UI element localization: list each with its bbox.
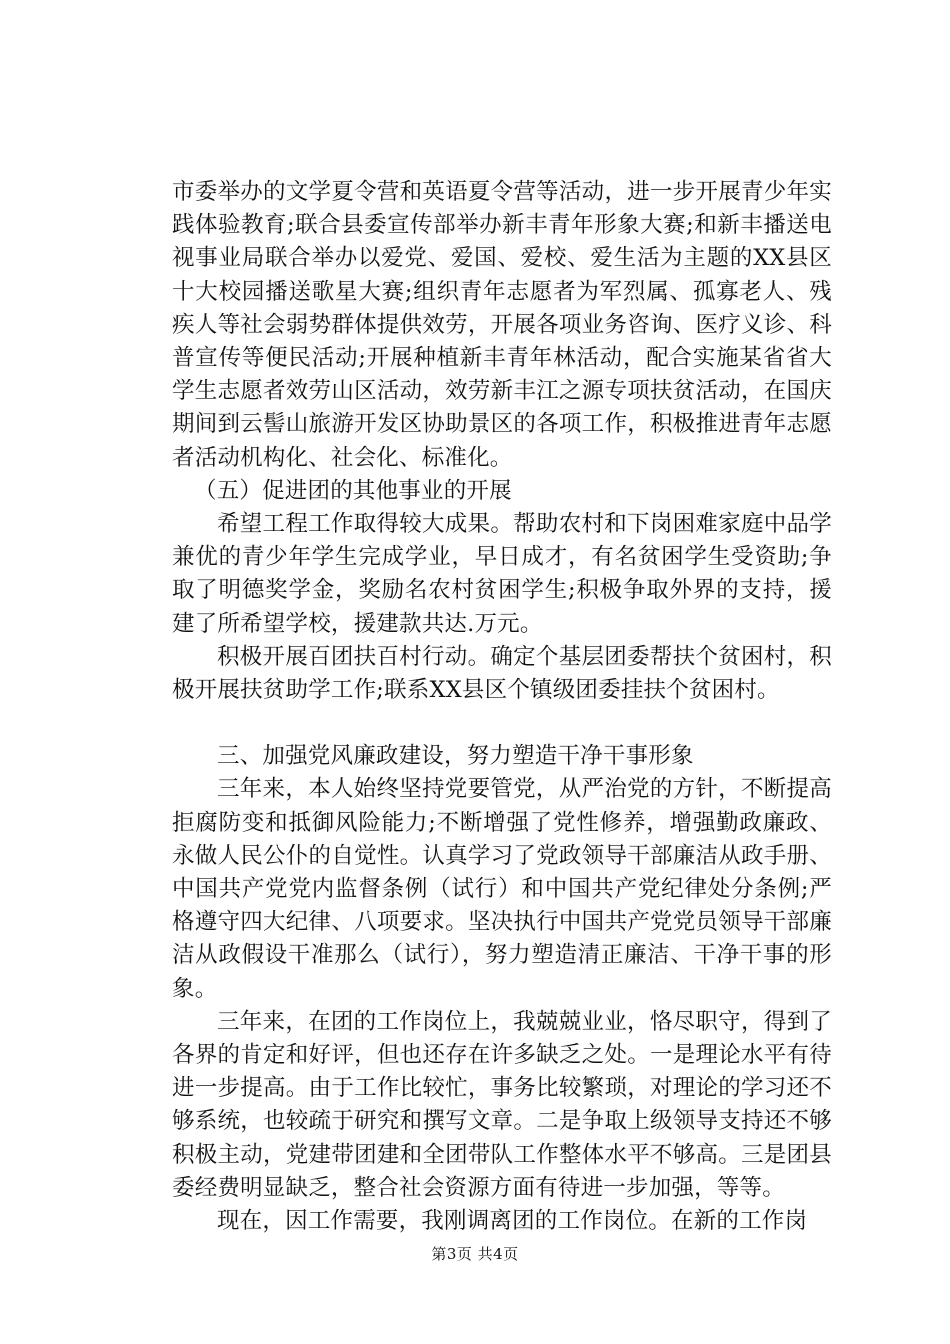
page-number-footer: 第3页 共4页 [431,1245,519,1263]
paragraph-transfer: 现在，因工作需要，我刚调离团的工作岗位。在新的工作岗 [217,1208,808,1235]
document-body [172,176,832,1238]
paragraph-shortcomings: 三年来，在团的工作岗位上，我兢兢业业，恪尽职守，得到了各界的肯定和好评，但也还存在许多缺乏之处。一是理论水平有待进一步提高。由于工作比较忙，事务比较繁琐，对理论的学习还不够系统，也较疏于研究和撰写文章。二是争取上级领导支持还不够积极主动，党建带团建和全团带队工作整体水平不够高。三是团县委经费明显缺乏，整合社会资源方面有待进一步加强，等等。 [172,1008,832,1201]
section-heading-integrity: 三、加强党风廉政建设，努力塑造干净干事形象 [217,743,694,770]
paragraph-spacer [172,707,832,740]
paragraph-poverty-assistance: 积极开展百团扶百村行动。确定个基层团委帮扶个贫困村，积极开展扶贫助学工作;联系XX县区个镇级团委挂扶个贫困村。 [172,643,832,704]
paragraph-hope-project: 希望工程工作取得较大成果。帮助农村和下岗困难家庭中品学兼优的青少年学生完成学业，早日成才，有名贫困学生受资助;争取了明德奖学金，奖励名农村贫困学生;积极争取外界的支持，援建了所希望学校，援建款共达.万元。 [172,511,832,637]
paragraph-integrity-study: 三年来，本人始终坚持党要管党，从严治党的方针，不断提高拒腐防变和抵御风险能力;不断增强了党性修养，增强勤政廉政、永做人民公仆的自觉性。认真学习了党政领导干部廉洁从政手册、中国共产党党内监督条例（试行）和中国共产党纪律处分条例;严格遵守四大纪律、八项要求。坚决执行中国共产党党员领导干部廉洁从政假设干准那么（试行），努力塑造清正廉洁、干净干事的形象。 [172,776,832,1002]
section-heading-other-undertakings: （五）促进团的其他事业的开展 [194,477,512,504]
paragraph-volunteer-activities: 市委举办的文学夏令营和英语夏令营等活动，进一步开展青少年实践体验教育;联合县委宣传部举办新丰青年形象大赛;和新丰播送电视事业局联合举办以爱党、爱国、爱校、爱生活为主题的XX县区十大校园播送歌星大赛;组织青年志愿者为军烈属、孤寡老人、残疾人等社会弱势群体提供效劳，开展各项业务咨询、医疗义诊、科普宣传等便民活动;开展种植新丰青年林活动，配合实施某省省大学生志愿者效劳山区活动，效劳新丰江之源专项扶贫活动，在国庆期间到云髻山旅游开发区协助景区的各项工作，积极推进青年志愿者活动机构化、社会化、标准化。 [172,179,832,471]
